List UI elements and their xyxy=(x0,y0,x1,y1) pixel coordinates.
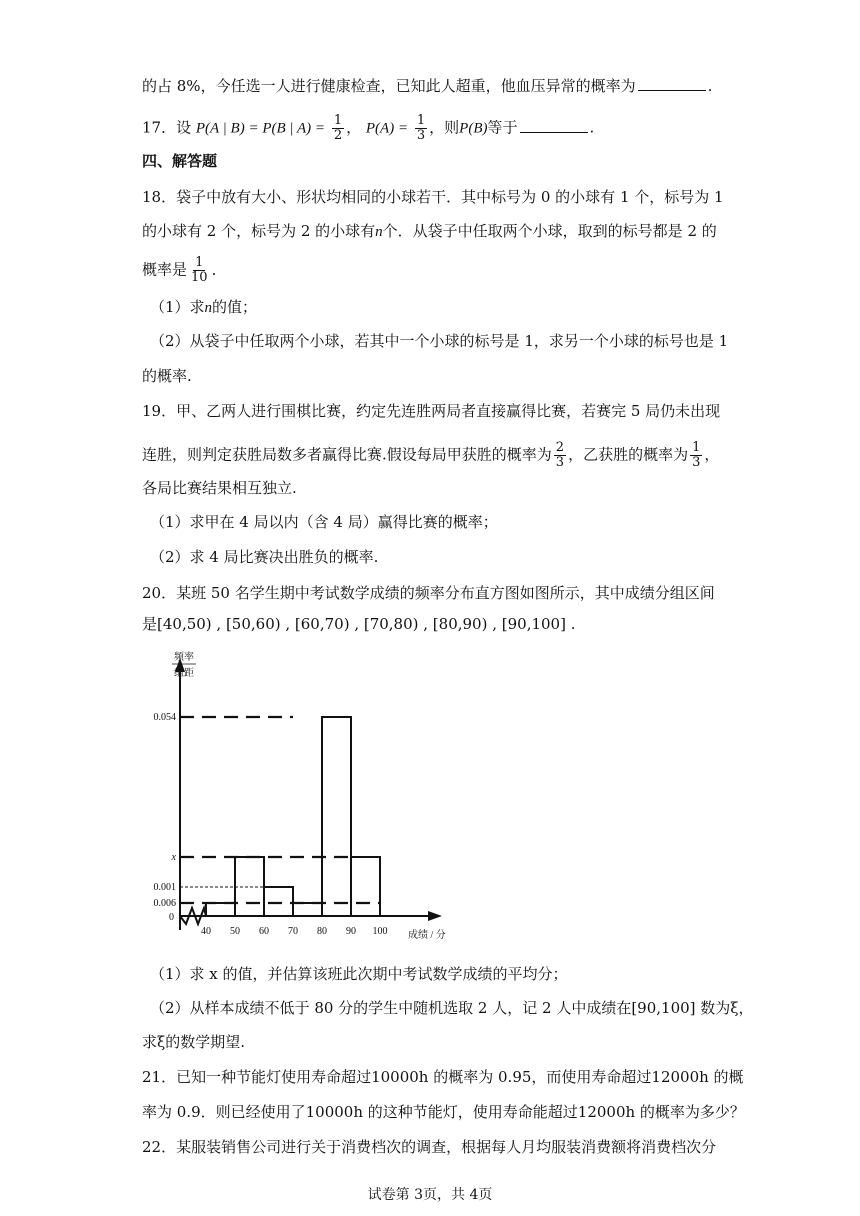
q21-line2: 率为 0.9．则已经使用了10000h 的这种节能灯，使用寿命能超过12000h 的概率为多少？ xyxy=(142,1103,745,1121)
q18-line1: 18．袋子中放有大小、形状均相同的小球若干．其中标号为 0 的小球有 1 个，标号为 1 xyxy=(142,188,724,206)
section-heading: 四、解答题 xyxy=(142,152,218,170)
fraction-one-third xyxy=(415,114,427,143)
x-axis-label: 成绩 / 分 xyxy=(408,930,446,941)
histogram-chart xyxy=(140,646,460,946)
q20-line2: 是[40,50) , [50,60) , [60,70) , [70,80) , [80,90) , [90,100] . xyxy=(142,615,576,633)
q17-expr-pa: P(A) = xyxy=(365,120,409,137)
histogram-layer xyxy=(154,650,446,941)
fraction-denominator: 2 xyxy=(333,128,343,143)
q20-part2-line2: 求ξ的数学期望. xyxy=(142,1033,246,1051)
q19-line1: 19．甲、乙两人进行围棋比赛，约定先连胜两局者直接赢得比赛，若赛完 5 局仍未出现 xyxy=(142,402,721,420)
fraction-one-third xyxy=(690,441,702,470)
x-tick-label: 90 xyxy=(346,926,356,937)
q17-expr-pb: P(B) xyxy=(459,120,488,137)
q17-post: 等于 xyxy=(487,118,518,137)
q20-line1: 20．某班 50 名学生期中考试数学成绩的频率分布直方图如图所示，其中成绩分组区间 xyxy=(142,584,715,602)
fraction-two-thirds xyxy=(554,441,566,470)
x-tick-label: 70 xyxy=(288,926,298,937)
q16-tail-text: 的占 8%，今任选一人进行健康检查，已知此人超重，他血压异常的概率为 xyxy=(142,77,636,95)
histogram-bar xyxy=(322,717,351,916)
q18-part2-line1: （2）从袋子中任取两个小球，若其中一个小球的标号是 1，求另一个小球的标号也是 1 xyxy=(150,332,729,350)
q18-var-n: n xyxy=(375,224,383,240)
q19-line2 xyxy=(142,441,719,470)
fraction-numerator: 1 xyxy=(195,255,204,270)
q18-p1-var: n xyxy=(204,300,213,316)
y-tick-label: 0.054 xyxy=(153,712,176,723)
histogram-bar xyxy=(206,903,235,916)
q20-part1: （1）求 x 的值，并估算该班此次期中考试数学成绩的平均分； xyxy=(150,965,568,983)
q19-line2-end: ， xyxy=(704,445,720,464)
q18-line2 xyxy=(142,221,717,242)
fraction-numerator: 1 xyxy=(416,113,426,128)
fraction-denominator: 3 xyxy=(416,128,426,143)
x-tick-label: 60 xyxy=(259,926,269,937)
q19-line3: 各局比赛结果相互独立. xyxy=(142,479,297,497)
x-tick-label: 100 xyxy=(372,926,388,937)
fraction-numerator: 1 xyxy=(692,440,701,455)
q17-prefix: 17．设 xyxy=(142,118,192,137)
q18-line3-pre: 概率是 xyxy=(142,260,188,279)
x-tick-label: 40 xyxy=(201,926,211,937)
fraction-denominator: 3 xyxy=(555,455,565,470)
q16-tail-end: . xyxy=(707,77,713,95)
fraction-one-half xyxy=(332,114,344,143)
answer-blank xyxy=(638,76,706,91)
y-tick-label: x xyxy=(171,852,176,863)
q18-line2-pre: 的小球有 2 个，标号为 2 的小球有 xyxy=(142,222,376,240)
x-tick-label: 50 xyxy=(230,926,240,937)
q16-tail-line xyxy=(142,76,712,96)
q18-part2-line2: 的概率. xyxy=(142,367,192,385)
q19-part2: （2）求 4 局比赛决出胜负的概率. xyxy=(150,548,379,566)
question-17 xyxy=(142,114,594,143)
histogram-bar xyxy=(264,887,293,916)
q19-line2-pre: 连胜，则判定获胜局数多者赢得比赛.假设每局甲获胜的概率为 xyxy=(142,445,552,464)
y-tick-label: 0.006 xyxy=(153,898,176,909)
q17-comma: ， xyxy=(346,118,362,137)
q17-mid: ，则 xyxy=(429,118,460,137)
q20-part2-line1: （2）从样本成绩不低于 80 分的学生中随机选取 2 人，记 2 人中成绩在[90,100] 数为ξ， xyxy=(150,999,754,1017)
origin-label: 0 xyxy=(169,912,174,923)
histogram-bar xyxy=(235,857,264,916)
y-axis-label-bottom: 组距 xyxy=(174,668,194,679)
q17-end: . xyxy=(589,118,595,137)
q17-expr-conditional: P(A | B) = P(B | A) = xyxy=(195,120,326,137)
q18-line3-post: ． xyxy=(211,260,227,279)
x-tick-label: 80 xyxy=(317,926,327,937)
histogram-bar xyxy=(351,857,380,916)
q18-line3 xyxy=(142,256,227,285)
q18-part1 xyxy=(150,297,257,318)
fraction-numerator: 2 xyxy=(555,440,565,455)
q18-line2-post: 个．从袋子中任取两个小球，取到的标号都是 2 的 xyxy=(382,222,717,240)
y-axis-label-top: 频率 xyxy=(174,652,194,663)
q19-part1: （1）求甲在 4 局以内（含 4 局）赢得比赛的概率； xyxy=(150,513,498,531)
fraction-denominator: 3 xyxy=(692,455,701,470)
x-axis-arrow xyxy=(428,911,442,921)
y-tick-label: 0.001 xyxy=(153,882,176,893)
fraction-numerator: 1 xyxy=(333,113,343,128)
histogram-bar xyxy=(293,903,322,916)
q18-p1-post: 的值； xyxy=(212,298,258,316)
fraction-one-tenth xyxy=(189,256,210,285)
q22-line1: 22．某服装销售公司进行关于消费档次的调查，根据每人月均服装消费额将消费档次分 xyxy=(142,1138,717,1156)
q21-line1: 21．已知一种节能灯使用寿命超过10000h 的概率为 0.95，而使用寿命超过12000h 的概 xyxy=(142,1068,744,1086)
answer-blank xyxy=(520,118,588,133)
q18-p1-pre: （1）求 xyxy=(150,298,205,316)
fraction-denominator: 10 xyxy=(191,270,208,285)
page-footer: 试卷第 3页，共 4页 xyxy=(367,1187,493,1203)
q19-line2-mid: ，乙获胜的概率为 xyxy=(568,445,689,464)
